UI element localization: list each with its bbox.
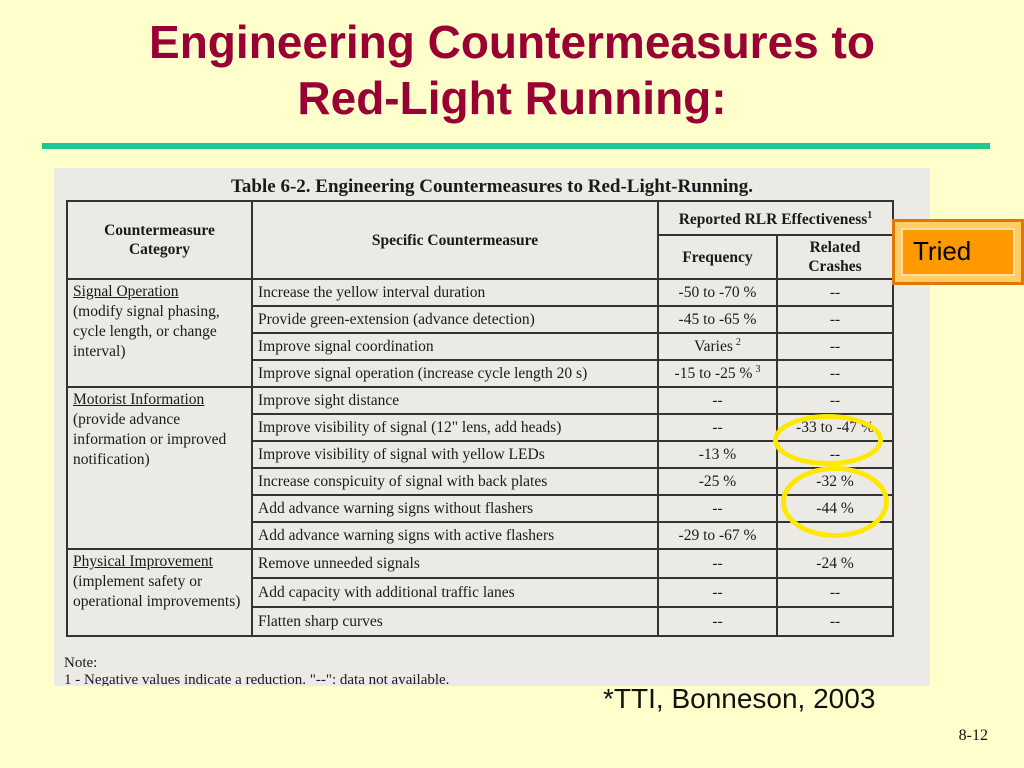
related-crashes-cell: --: [777, 607, 893, 636]
countermeasure-cell: Provide green-extension (advance detection): [252, 306, 658, 333]
countermeasure-cell: Increase conspicuity of signal with back plates: [252, 468, 658, 495]
related-crashes-cell: --: [777, 306, 893, 333]
table-caption: Table 6-2. Engineering Countermeasures to Red-Light-Running.: [230, 176, 754, 197]
related-crashes-cell: --: [777, 333, 893, 360]
table-row: [67, 549, 893, 578]
header-category: Countermeasure Category: [67, 201, 252, 279]
frequency-cell: [658, 387, 777, 414]
countermeasure-cell: Improve visibility of signal (12" lens, add heads): [252, 414, 658, 441]
frequency-footnote: 3: [755, 363, 761, 375]
related-crashes-cell: -32 %: [777, 468, 893, 495]
related-crashes-cell: --: [777, 441, 893, 468]
frequency-value: --: [712, 612, 723, 630]
header-effectiveness: [658, 201, 893, 235]
frequency-value: -15 to -25 %: [674, 365, 753, 383]
related-crashes-cell: --: [777, 387, 893, 414]
countermeasure-cell: Improve sight distance: [252, 387, 658, 414]
table-header-row: [67, 201, 893, 235]
frequency-value: -13 %: [698, 445, 737, 463]
header-frequency: Frequency: [658, 235, 777, 279]
countermeasure-cell: Increase the yellow interval duration: [252, 279, 658, 306]
frequency-value: --: [712, 554, 723, 572]
frequency-cell: [658, 279, 777, 306]
highlight-circle-visibility: [773, 414, 883, 466]
title-divider: [42, 143, 990, 149]
countermeasures-table: [66, 200, 894, 637]
category-description: (implement safety or operational improvements): [73, 573, 241, 610]
frequency-value: -25 %: [698, 472, 737, 490]
frequency-value: --: [712, 583, 723, 601]
slide-title-line1: Engineering Countermeasures to: [149, 16, 875, 68]
citation: *TTI, Bonneson, 2003: [603, 683, 876, 714]
related-crashes-cell: --: [777, 360, 893, 387]
countermeasure-cell: Improve signal coordination: [252, 333, 658, 360]
frequency-value: --: [712, 418, 723, 436]
related-crashes-cell: -44 %: [777, 495, 893, 522]
related-crashes-cell: --: [777, 522, 893, 549]
header-effectiveness-footnote: 1: [867, 210, 873, 222]
category-cell: [67, 279, 252, 387]
table-note-line: 1 - Negative values indicate a reduction. "--": data not available.: [64, 672, 450, 686]
countermeasure-cell: Add advance warning signs with active flashers: [252, 522, 658, 549]
countermeasure-cell: Add advance warning signs without flashers: [252, 495, 658, 522]
slide-title: [0, 14, 1024, 126]
frequency-footnote: 2: [735, 336, 741, 348]
tried-callout: [892, 219, 1024, 285]
frequency-cell: [658, 549, 777, 578]
countermeasure-cell: Improve visibility of signal with yellow LEDs: [252, 441, 658, 468]
countermeasure-cell: Flatten sharp curves: [252, 607, 658, 636]
tried-callout-inner: [901, 228, 1015, 276]
category-description: (provide advance information or improved notification): [73, 411, 227, 468]
frequency-cell: [658, 360, 777, 387]
tried-label: Tried: [913, 236, 972, 266]
category-cell: [67, 549, 252, 636]
frequency-cell: [658, 333, 777, 360]
frequency-cell: [658, 607, 777, 636]
frequency-cell: [658, 306, 777, 333]
countermeasure-cell: Remove unneeded signals: [252, 549, 658, 578]
related-crashes-cell: -33 to -47 %: [777, 414, 893, 441]
table-row: [67, 279, 893, 306]
frequency-cell: [658, 522, 777, 549]
frequency-value: --: [712, 391, 723, 409]
table-row: [67, 387, 893, 414]
frequency-cell: [658, 578, 777, 607]
header-specific: Specific Countermeasure: [252, 201, 658, 279]
frequency-cell: [658, 495, 777, 522]
frequency-value: Varies: [694, 338, 733, 356]
frequency-cell: [658, 414, 777, 441]
table-note-title: Note:: [64, 655, 98, 671]
header-related-crashes: Related Crashes: [777, 235, 893, 279]
slide-title-line2: Red-Light Running:: [297, 72, 727, 124]
slide-number: 8-12: [958, 727, 988, 744]
category-name: Motorist Information: [73, 391, 205, 408]
category-description: (modify signal phasing, cycle length, or change interval): [73, 303, 220, 360]
related-crashes-cell: --: [777, 578, 893, 607]
category-name: Physical Improvement: [73, 553, 213, 570]
related-crashes-cell: --: [777, 279, 893, 306]
frequency-value: -29 to -67 %: [678, 526, 757, 544]
frequency-cell: [658, 468, 777, 495]
related-crashes-cell: -24 %: [777, 549, 893, 578]
countermeasure-cell: Improve signal operation (increase cycle length 20 s): [252, 360, 658, 387]
frequency-value: -45 to -65 %: [678, 310, 757, 328]
frequency-cell: [658, 441, 777, 468]
header-effectiveness-label: Reported RLR Effectiveness: [678, 211, 868, 229]
frequency-value: --: [712, 499, 723, 517]
category-cell: [67, 387, 252, 549]
table-body: [67, 279, 893, 636]
countermeasure-cell: Add capacity with additional traffic lanes: [252, 578, 658, 607]
highlight-circle-back-plates: [781, 466, 889, 538]
frequency-value: -50 to -70 %: [678, 283, 757, 301]
table-note: [64, 655, 449, 686]
category-name: Signal Operation: [73, 283, 179, 300]
